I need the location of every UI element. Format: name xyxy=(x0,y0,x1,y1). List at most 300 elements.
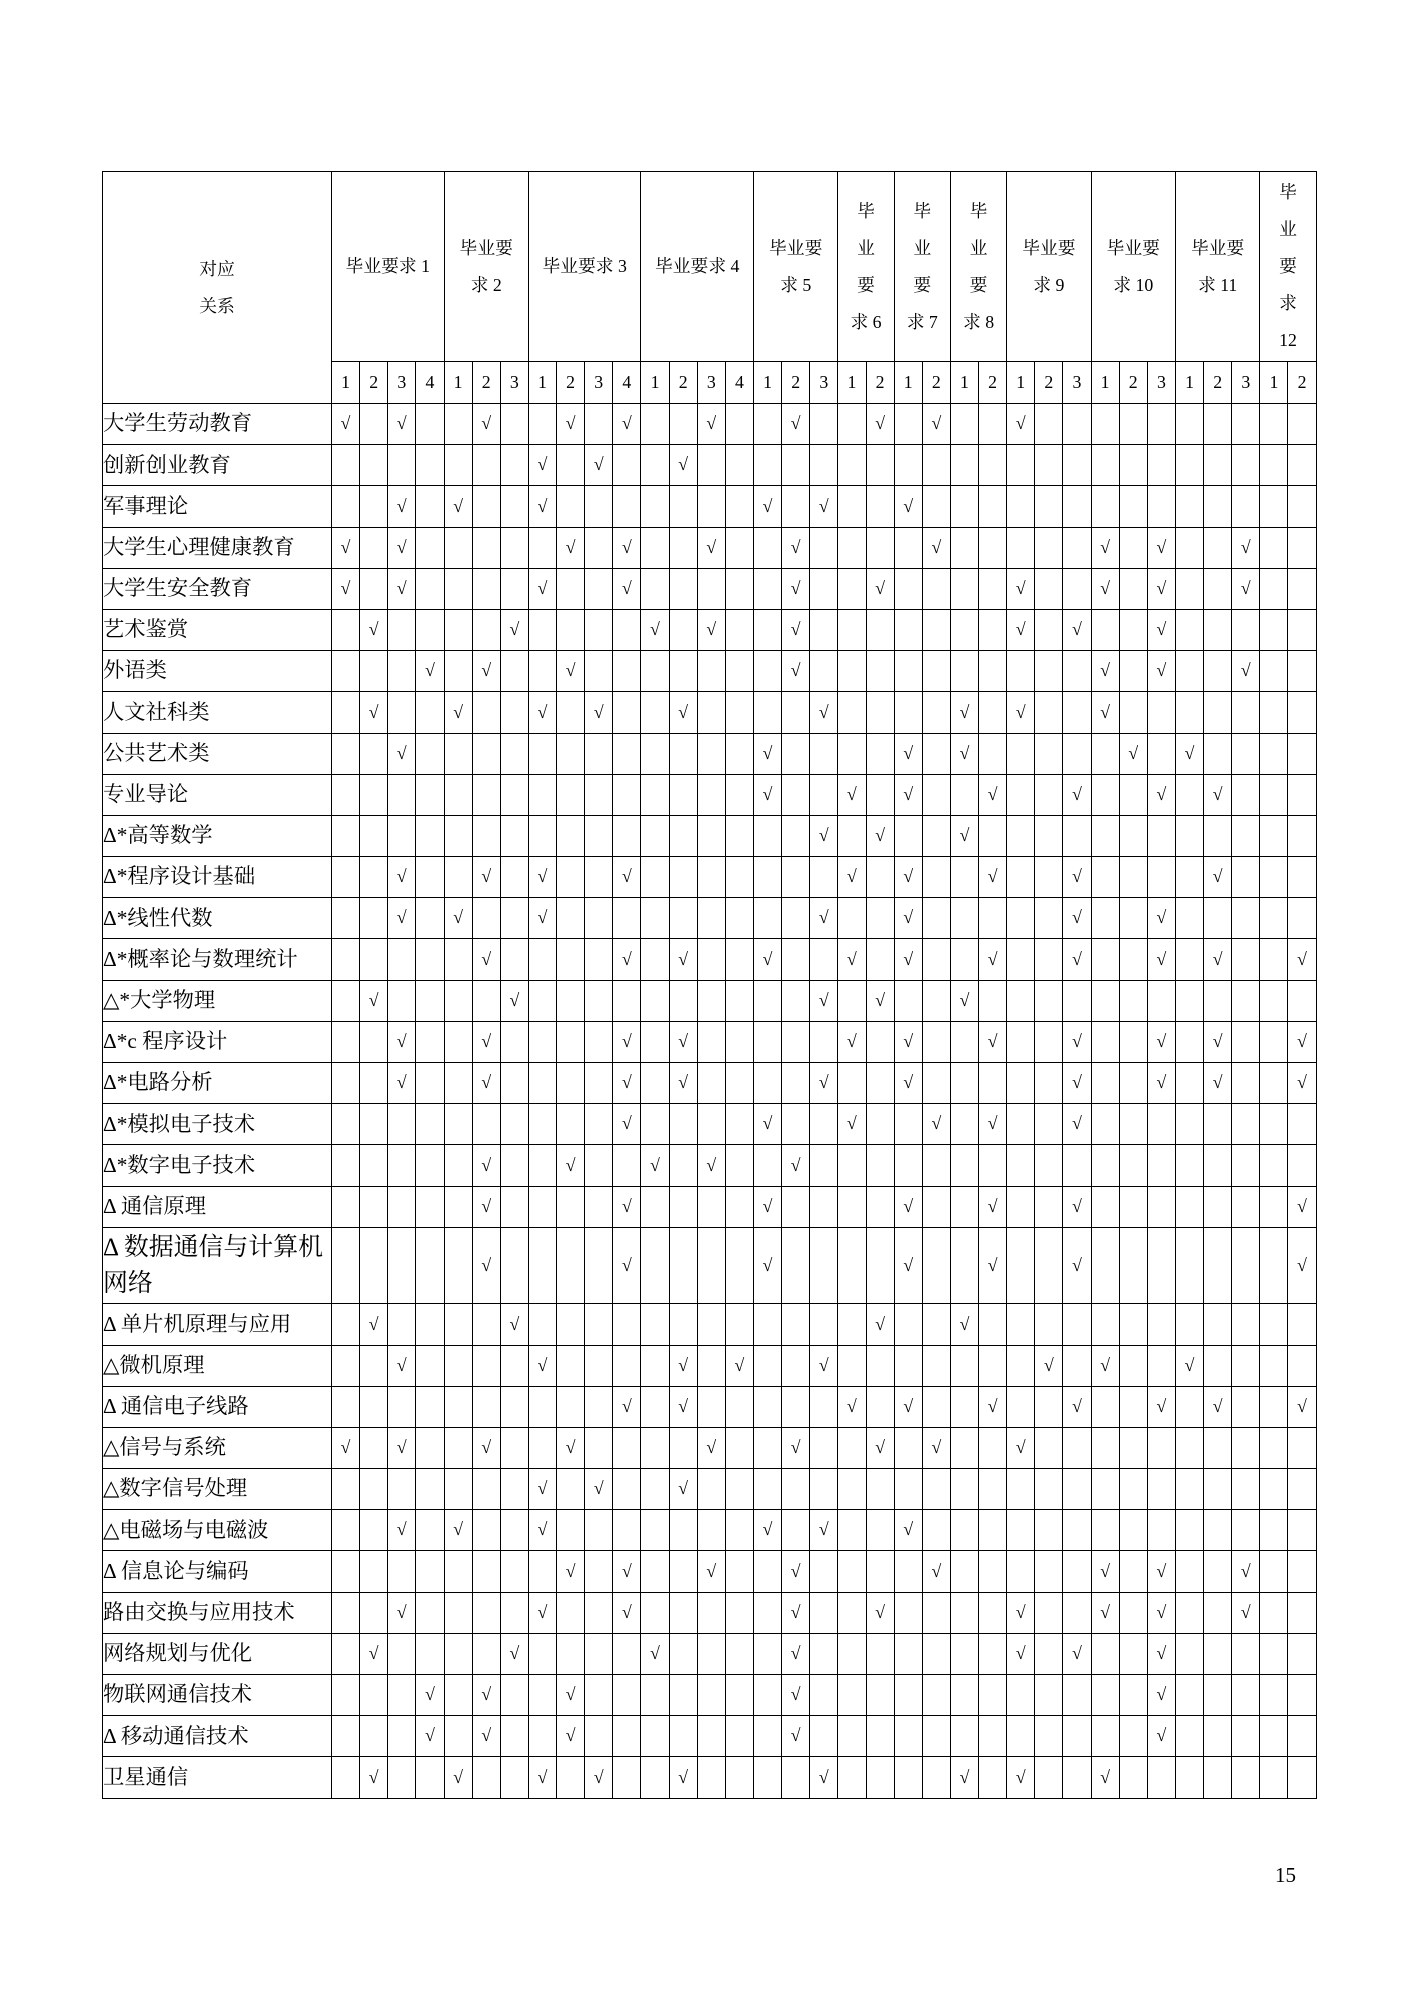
empty-cell xyxy=(1175,939,1203,980)
empty-cell xyxy=(1035,1469,1063,1510)
check-mark: √ xyxy=(669,1757,697,1798)
empty-cell xyxy=(1260,733,1288,774)
empty-cell xyxy=(810,774,838,815)
check-mark: √ xyxy=(753,1186,781,1227)
empty-cell xyxy=(472,1469,500,1510)
check-mark: √ xyxy=(1175,1345,1203,1386)
empty-cell xyxy=(500,1469,528,1510)
empty-cell xyxy=(669,1427,697,1468)
empty-cell xyxy=(838,1675,866,1716)
empty-cell xyxy=(1288,651,1316,692)
empty-cell xyxy=(360,1386,388,1427)
requirement-header xyxy=(1260,172,1316,362)
empty-cell xyxy=(416,486,444,527)
check-mark: √ xyxy=(810,1757,838,1798)
empty-cell xyxy=(557,733,585,774)
empty-cell xyxy=(332,692,360,733)
empty-cell xyxy=(1007,980,1035,1021)
empty-cell xyxy=(725,609,753,650)
empty-cell xyxy=(1147,1145,1175,1186)
check-mark: √ xyxy=(528,1757,556,1798)
table-row xyxy=(103,1633,1317,1674)
empty-cell xyxy=(1175,774,1203,815)
check-mark: √ xyxy=(1063,1186,1091,1227)
check-mark: √ xyxy=(810,980,838,1021)
empty-cell xyxy=(894,1551,922,1592)
table-row xyxy=(103,1675,1317,1716)
empty-cell xyxy=(1260,1427,1288,1468)
empty-cell xyxy=(585,857,613,898)
indicator-number: 3 xyxy=(1063,362,1091,404)
empty-cell xyxy=(753,898,781,939)
empty-cell xyxy=(613,733,641,774)
check-mark: √ xyxy=(1007,1592,1035,1633)
check-mark: √ xyxy=(979,939,1007,980)
empty-cell xyxy=(697,1675,725,1716)
empty-cell xyxy=(979,1469,1007,1510)
empty-cell xyxy=(444,1469,472,1510)
empty-cell xyxy=(585,609,613,650)
check-mark: √ xyxy=(894,733,922,774)
requirement-header xyxy=(1091,172,1175,362)
empty-cell xyxy=(669,1186,697,1227)
empty-cell xyxy=(500,857,528,898)
empty-cell xyxy=(866,445,894,486)
check-mark: √ xyxy=(1007,1633,1035,1674)
indicator-number: 1 xyxy=(1260,362,1288,404)
empty-cell xyxy=(613,1675,641,1716)
empty-cell xyxy=(1035,404,1063,445)
empty-cell xyxy=(1232,774,1260,815)
empty-cell xyxy=(1204,651,1232,692)
requirement-label: 毕业要求 1 xyxy=(345,256,430,276)
indicator-number: 2 xyxy=(1119,362,1147,404)
indicator-number: 2 xyxy=(669,362,697,404)
empty-cell xyxy=(669,1104,697,1145)
check-mark: √ xyxy=(782,1716,810,1757)
empty-cell xyxy=(1035,1063,1063,1104)
empty-cell xyxy=(782,1021,810,1062)
empty-cell xyxy=(725,445,753,486)
check-mark: √ xyxy=(1091,692,1119,733)
empty-cell xyxy=(922,692,950,733)
empty-cell xyxy=(894,609,922,650)
empty-cell xyxy=(557,1304,585,1345)
empty-cell xyxy=(838,486,866,527)
empty-cell xyxy=(838,651,866,692)
empty-cell xyxy=(922,1716,950,1757)
empty-cell xyxy=(1260,815,1288,856)
check-mark: √ xyxy=(388,1427,416,1468)
check-mark: √ xyxy=(866,1427,894,1468)
empty-cell xyxy=(1288,404,1316,445)
course-label: 大学生劳动教育 xyxy=(103,404,332,445)
empty-cell xyxy=(1091,980,1119,1021)
check-mark: √ xyxy=(838,774,866,815)
empty-cell xyxy=(810,1675,838,1716)
empty-cell xyxy=(1119,774,1147,815)
empty-cell xyxy=(1091,486,1119,527)
check-mark: √ xyxy=(1147,1386,1175,1427)
empty-cell xyxy=(1175,651,1203,692)
empty-cell xyxy=(697,1021,725,1062)
empty-cell xyxy=(782,1186,810,1227)
check-mark: √ xyxy=(500,609,528,650)
empty-cell xyxy=(1288,1633,1316,1674)
empty-cell xyxy=(388,1757,416,1798)
empty-cell xyxy=(332,486,360,527)
check-mark: √ xyxy=(1063,1063,1091,1104)
empty-cell xyxy=(500,1186,528,1227)
check-mark: √ xyxy=(613,1227,641,1304)
empty-cell xyxy=(613,445,641,486)
empty-cell xyxy=(1091,1304,1119,1345)
empty-cell xyxy=(810,939,838,980)
empty-cell xyxy=(1175,486,1203,527)
empty-cell xyxy=(585,733,613,774)
course-label: 公共艺术类 xyxy=(103,733,332,774)
check-mark: √ xyxy=(1204,1386,1232,1427)
corner-header xyxy=(103,172,332,404)
check-mark: √ xyxy=(613,857,641,898)
empty-cell xyxy=(1175,692,1203,733)
check-mark: √ xyxy=(922,404,950,445)
empty-cell xyxy=(1063,815,1091,856)
empty-cell xyxy=(1035,1551,1063,1592)
empty-cell xyxy=(1288,774,1316,815)
indicator-number: 2 xyxy=(866,362,894,404)
requirement-header xyxy=(1175,172,1259,362)
empty-cell xyxy=(950,486,978,527)
empty-cell xyxy=(557,692,585,733)
empty-cell xyxy=(444,1675,472,1716)
empty-cell xyxy=(950,1345,978,1386)
empty-cell xyxy=(697,1104,725,1145)
empty-cell xyxy=(1007,651,1035,692)
empty-cell xyxy=(866,1633,894,1674)
requirement-header xyxy=(528,172,641,362)
empty-cell xyxy=(669,1510,697,1551)
check-mark: √ xyxy=(1091,1757,1119,1798)
check-mark: √ xyxy=(1147,1675,1175,1716)
empty-cell xyxy=(810,1427,838,1468)
empty-cell xyxy=(360,1510,388,1551)
empty-cell xyxy=(1175,1104,1203,1145)
empty-cell xyxy=(1260,939,1288,980)
empty-cell xyxy=(1119,980,1147,1021)
empty-cell xyxy=(472,1345,500,1386)
empty-cell xyxy=(1204,1510,1232,1551)
empty-cell xyxy=(838,815,866,856)
empty-cell xyxy=(1119,1510,1147,1551)
check-mark: √ xyxy=(697,1427,725,1468)
empty-cell xyxy=(922,1063,950,1104)
check-mark: √ xyxy=(1063,1227,1091,1304)
empty-cell xyxy=(866,774,894,815)
empty-cell xyxy=(613,1427,641,1468)
check-mark: √ xyxy=(697,527,725,568)
empty-cell xyxy=(1091,1633,1119,1674)
check-mark: √ xyxy=(1063,1104,1091,1145)
empty-cell xyxy=(922,815,950,856)
check-mark: √ xyxy=(979,1021,1007,1062)
check-mark: √ xyxy=(782,1145,810,1186)
empty-cell xyxy=(1119,1386,1147,1427)
check-mark: √ xyxy=(528,486,556,527)
empty-cell xyxy=(472,1386,500,1427)
course-label: Δ*c 程序设计 xyxy=(103,1021,332,1062)
empty-cell xyxy=(557,1063,585,1104)
table-row xyxy=(103,1063,1317,1104)
empty-cell xyxy=(1063,1145,1091,1186)
table-row xyxy=(103,568,1317,609)
check-mark: √ xyxy=(1288,1186,1316,1227)
indicator-number: 1 xyxy=(1007,362,1035,404)
empty-cell xyxy=(1035,1675,1063,1716)
empty-cell xyxy=(1260,1345,1288,1386)
empty-cell xyxy=(641,1304,669,1345)
course-label: Δ*数字电子技术 xyxy=(103,1145,332,1186)
empty-cell xyxy=(585,939,613,980)
empty-cell xyxy=(360,486,388,527)
empty-cell xyxy=(922,1633,950,1674)
empty-cell xyxy=(725,1145,753,1186)
empty-cell xyxy=(1091,1063,1119,1104)
empty-cell xyxy=(1260,774,1288,815)
empty-cell xyxy=(1091,1427,1119,1468)
empty-cell xyxy=(810,445,838,486)
empty-cell xyxy=(472,445,500,486)
empty-cell xyxy=(557,857,585,898)
check-mark: √ xyxy=(669,1345,697,1386)
empty-cell xyxy=(894,1104,922,1145)
empty-cell xyxy=(613,1510,641,1551)
empty-cell xyxy=(782,1304,810,1345)
empty-cell xyxy=(1091,1186,1119,1227)
empty-cell xyxy=(1288,1716,1316,1757)
check-mark: √ xyxy=(669,1021,697,1062)
empty-cell xyxy=(1119,486,1147,527)
empty-cell xyxy=(810,1145,838,1186)
empty-cell xyxy=(894,527,922,568)
empty-cell xyxy=(1119,1716,1147,1757)
indicator-number: 4 xyxy=(613,362,641,404)
empty-cell xyxy=(838,1304,866,1345)
check-mark: √ xyxy=(528,1592,556,1633)
empty-cell xyxy=(838,568,866,609)
empty-cell xyxy=(1260,1186,1288,1227)
empty-cell xyxy=(444,980,472,1021)
empty-cell xyxy=(360,1186,388,1227)
empty-cell xyxy=(1204,1104,1232,1145)
empty-cell xyxy=(1119,404,1147,445)
empty-cell xyxy=(1035,733,1063,774)
check-mark: √ xyxy=(1091,651,1119,692)
empty-cell xyxy=(1175,898,1203,939)
empty-cell xyxy=(332,1757,360,1798)
empty-cell xyxy=(444,445,472,486)
empty-cell xyxy=(641,651,669,692)
empty-cell xyxy=(472,980,500,1021)
empty-cell xyxy=(1035,1104,1063,1145)
empty-cell xyxy=(697,1716,725,1757)
check-mark: √ xyxy=(613,1104,641,1145)
empty-cell xyxy=(838,898,866,939)
indicator-number: 1 xyxy=(838,362,866,404)
empty-cell xyxy=(979,1757,1007,1798)
empty-cell xyxy=(810,1592,838,1633)
empty-cell xyxy=(1119,815,1147,856)
empty-cell xyxy=(922,1469,950,1510)
empty-cell xyxy=(388,980,416,1021)
requirement-label: 毕业要求 9 xyxy=(1022,237,1076,295)
check-mark: √ xyxy=(1288,1021,1316,1062)
check-mark: √ xyxy=(585,692,613,733)
check-mark: √ xyxy=(810,486,838,527)
empty-cell xyxy=(585,1304,613,1345)
indicator-number: 1 xyxy=(1091,362,1119,404)
empty-cell xyxy=(1007,1227,1035,1304)
empty-cell xyxy=(725,774,753,815)
empty-cell xyxy=(669,815,697,856)
empty-cell xyxy=(1007,1510,1035,1551)
empty-cell xyxy=(950,1551,978,1592)
check-mark: √ xyxy=(1232,1551,1260,1592)
empty-cell xyxy=(1007,774,1035,815)
empty-cell xyxy=(1119,1145,1147,1186)
empty-cell xyxy=(725,527,753,568)
empty-cell xyxy=(332,733,360,774)
empty-cell xyxy=(950,1592,978,1633)
empty-cell xyxy=(753,1345,781,1386)
course-label: Δ 单片机原理与应用 xyxy=(103,1304,332,1345)
empty-cell xyxy=(697,1345,725,1386)
table-row xyxy=(103,1021,1317,1062)
check-mark: √ xyxy=(388,1510,416,1551)
requirement-header-row xyxy=(103,172,1317,362)
empty-cell xyxy=(1147,1104,1175,1145)
empty-cell xyxy=(979,1510,1007,1551)
check-mark: √ xyxy=(416,1716,444,1757)
empty-cell xyxy=(1119,1021,1147,1062)
empty-cell xyxy=(528,527,556,568)
empty-cell xyxy=(753,815,781,856)
empty-cell xyxy=(444,651,472,692)
check-mark: √ xyxy=(444,486,472,527)
empty-cell xyxy=(782,857,810,898)
empty-cell xyxy=(1260,980,1288,1021)
check-mark: √ xyxy=(332,568,360,609)
empty-cell xyxy=(725,1021,753,1062)
empty-cell xyxy=(416,568,444,609)
empty-cell xyxy=(557,1186,585,1227)
empty-cell xyxy=(753,1063,781,1104)
empty-cell xyxy=(1091,404,1119,445)
empty-cell xyxy=(1147,1186,1175,1227)
check-mark: √ xyxy=(1147,1551,1175,1592)
check-mark: √ xyxy=(810,692,838,733)
empty-cell xyxy=(500,1757,528,1798)
empty-cell xyxy=(1288,1427,1316,1468)
empty-cell xyxy=(360,1551,388,1592)
empty-cell xyxy=(1091,774,1119,815)
empty-cell xyxy=(1288,609,1316,650)
empty-cell xyxy=(1260,1592,1288,1633)
empty-cell xyxy=(1035,692,1063,733)
empty-cell xyxy=(753,857,781,898)
empty-cell xyxy=(472,774,500,815)
empty-cell xyxy=(641,774,669,815)
empty-cell xyxy=(810,527,838,568)
empty-cell xyxy=(500,898,528,939)
check-mark: √ xyxy=(1147,898,1175,939)
empty-cell xyxy=(472,1104,500,1145)
empty-cell xyxy=(613,609,641,650)
empty-cell xyxy=(922,1145,950,1186)
empty-cell xyxy=(922,1675,950,1716)
check-mark: √ xyxy=(1147,1633,1175,1674)
check-mark: √ xyxy=(641,1633,669,1674)
empty-cell xyxy=(1288,1551,1316,1592)
empty-cell xyxy=(613,980,641,1021)
empty-cell xyxy=(894,1592,922,1633)
empty-cell xyxy=(725,1510,753,1551)
empty-cell xyxy=(782,733,810,774)
empty-cell xyxy=(810,404,838,445)
empty-cell xyxy=(838,527,866,568)
empty-cell xyxy=(1232,1021,1260,1062)
check-mark: √ xyxy=(1063,609,1091,650)
course-label: 网络规划与优化 xyxy=(103,1633,332,1674)
empty-cell xyxy=(1091,609,1119,650)
empty-cell xyxy=(1119,1304,1147,1345)
empty-cell xyxy=(332,1510,360,1551)
empty-cell xyxy=(1007,1104,1035,1145)
check-mark: √ xyxy=(922,1104,950,1145)
empty-cell xyxy=(866,733,894,774)
empty-cell xyxy=(1063,1716,1091,1757)
empty-cell xyxy=(1175,1427,1203,1468)
empty-cell xyxy=(866,857,894,898)
check-mark: √ xyxy=(388,486,416,527)
empty-cell xyxy=(500,445,528,486)
empty-cell xyxy=(641,1227,669,1304)
empty-cell xyxy=(838,1592,866,1633)
empty-cell xyxy=(979,1551,1007,1592)
empty-cell xyxy=(894,651,922,692)
empty-cell xyxy=(1175,1675,1203,1716)
empty-cell xyxy=(557,445,585,486)
empty-cell xyxy=(838,1063,866,1104)
empty-cell xyxy=(782,1510,810,1551)
check-mark: √ xyxy=(866,980,894,1021)
empty-cell xyxy=(1175,1063,1203,1104)
empty-cell xyxy=(360,733,388,774)
empty-cell xyxy=(866,527,894,568)
empty-cell xyxy=(332,1227,360,1304)
empty-cell xyxy=(1260,1510,1288,1551)
empty-cell xyxy=(1007,1345,1035,1386)
requirement-header xyxy=(1007,172,1091,362)
empty-cell xyxy=(332,609,360,650)
check-mark: √ xyxy=(472,1021,500,1062)
empty-cell xyxy=(866,609,894,650)
empty-cell xyxy=(641,1104,669,1145)
empty-cell xyxy=(979,527,1007,568)
empty-cell xyxy=(332,445,360,486)
empty-cell xyxy=(979,1063,1007,1104)
check-mark: √ xyxy=(894,939,922,980)
